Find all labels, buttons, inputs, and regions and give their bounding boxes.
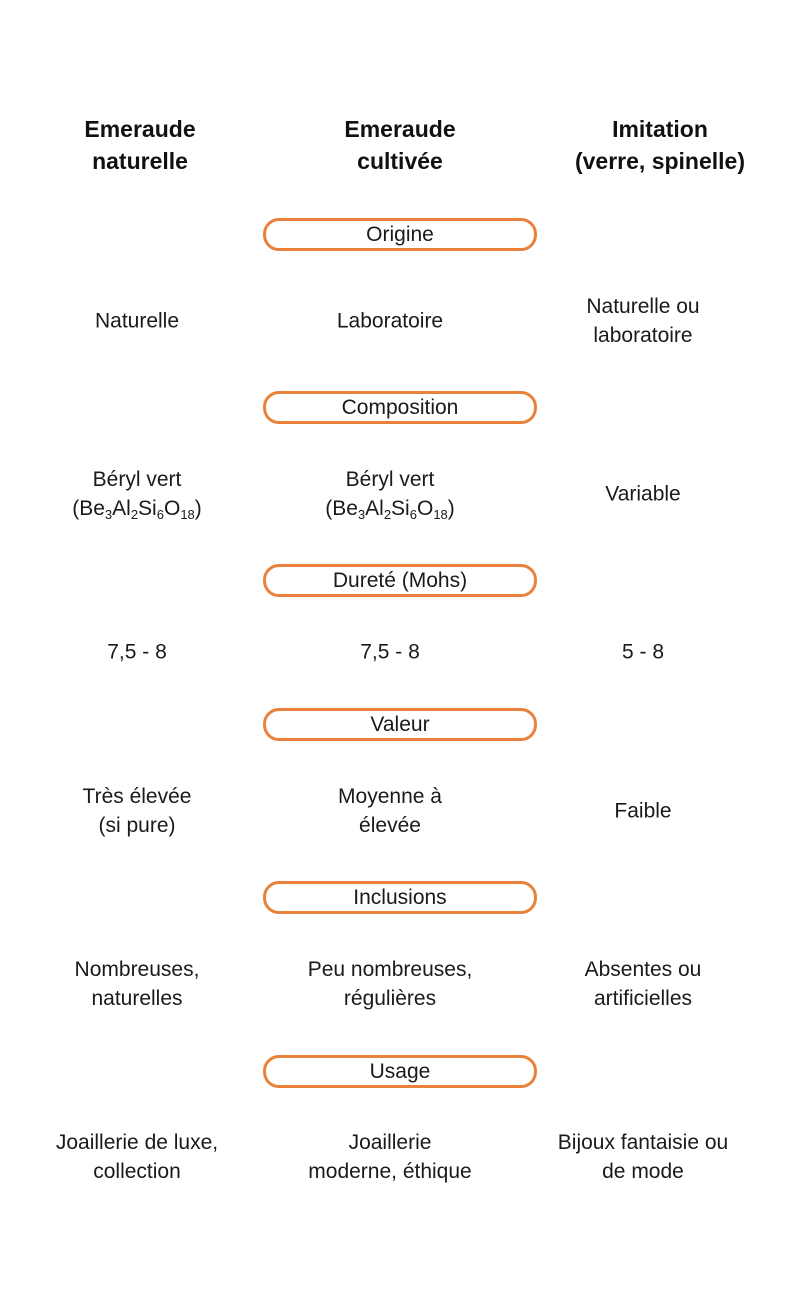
cell-line: 5 - 8 [621,640,665,664]
cell-valeur-cultured [265,782,515,840]
section-label-usage: Usage [263,1055,537,1088]
cell-line: Joaillerie de luxe, [55,1131,219,1154]
chemical-formula: $(Be_3Al_2Si_6O_{18})$ [72,497,202,522]
cell-line: régulières [343,987,437,1010]
cell-composition-natural [12,465,262,523]
cell-valeur-natural [12,782,262,840]
cell-line: Naturelle [94,309,180,333]
section-label-durete: Dureté (Mohs) [263,564,537,597]
cell-origine-imitation [518,292,768,350]
cell-line: Bijoux fantaisie ou [557,1131,729,1154]
cell-durete-imitation [518,638,768,667]
cell-line: Moyenne à [338,785,442,808]
cell-line: collection [93,1160,181,1183]
cell-line: Laboratoire [336,309,444,333]
section-label-valeur: Valeur [263,708,537,741]
cell-inclusions-cultured [265,955,515,1013]
cell-line: Très élevée [82,785,192,808]
column-header-line: Imitation [612,116,708,142]
column-header-line: cultivée [357,148,443,174]
cell-line: Variable [605,482,681,506]
section-label-origine: Origine [263,218,537,251]
cell-line: Béryl vert [345,468,435,491]
cell-line: Absentes ou [584,958,702,981]
column-header-cultured [275,113,525,177]
cell-durete-natural [12,638,262,667]
cell-composition-cultured [265,465,515,523]
cell-line: Nombreuses, [74,958,200,981]
cell-line: moderne, éthique [308,1160,472,1183]
cell-line: élevée [359,814,421,837]
cell-inclusions-natural [12,955,262,1013]
cell-origine-natural [12,307,262,336]
cell-line: (si pure) [98,814,176,837]
column-header-line: Emeraude [344,116,456,142]
cell-line: Joaillerie [348,1131,432,1154]
cell-usage-natural [12,1128,262,1186]
cell-line: Peu nombreuses, [307,958,473,981]
column-header-imitation [535,113,785,177]
cell-valeur-imitation [518,797,768,826]
column-header-line: naturelle [92,148,188,174]
cell-line: 7,5 - 8 [360,640,420,664]
cell-line: 7,5 - 8 [107,640,167,664]
section-label-inclusions: Inclusions [263,881,537,914]
cell-line: naturelles [91,987,183,1010]
column-header-line: (verre, spinelle) [574,148,746,174]
cell-durete-cultured [265,638,515,667]
column-header-natural [15,113,265,177]
cell-origine-cultured [265,307,515,336]
section-label-composition: Composition [263,391,537,424]
cell-line: Faible [614,799,672,823]
cell-line: laboratoire [593,324,693,347]
chemical-formula: $(Be_3Al_2Si_6O_{18})$ [325,497,455,522]
column-header-line: Emeraude [84,116,196,142]
cell-inclusions-imitation [518,955,768,1013]
cell-line: de mode [602,1160,684,1183]
cell-usage-imitation [518,1128,768,1186]
cell-line: Naturelle ou [586,295,700,318]
cell-usage-cultured [265,1128,515,1186]
cell-composition-imitation [518,480,768,509]
cell-line: Béryl vert [92,468,182,491]
cell-line: artificielles [593,987,693,1010]
